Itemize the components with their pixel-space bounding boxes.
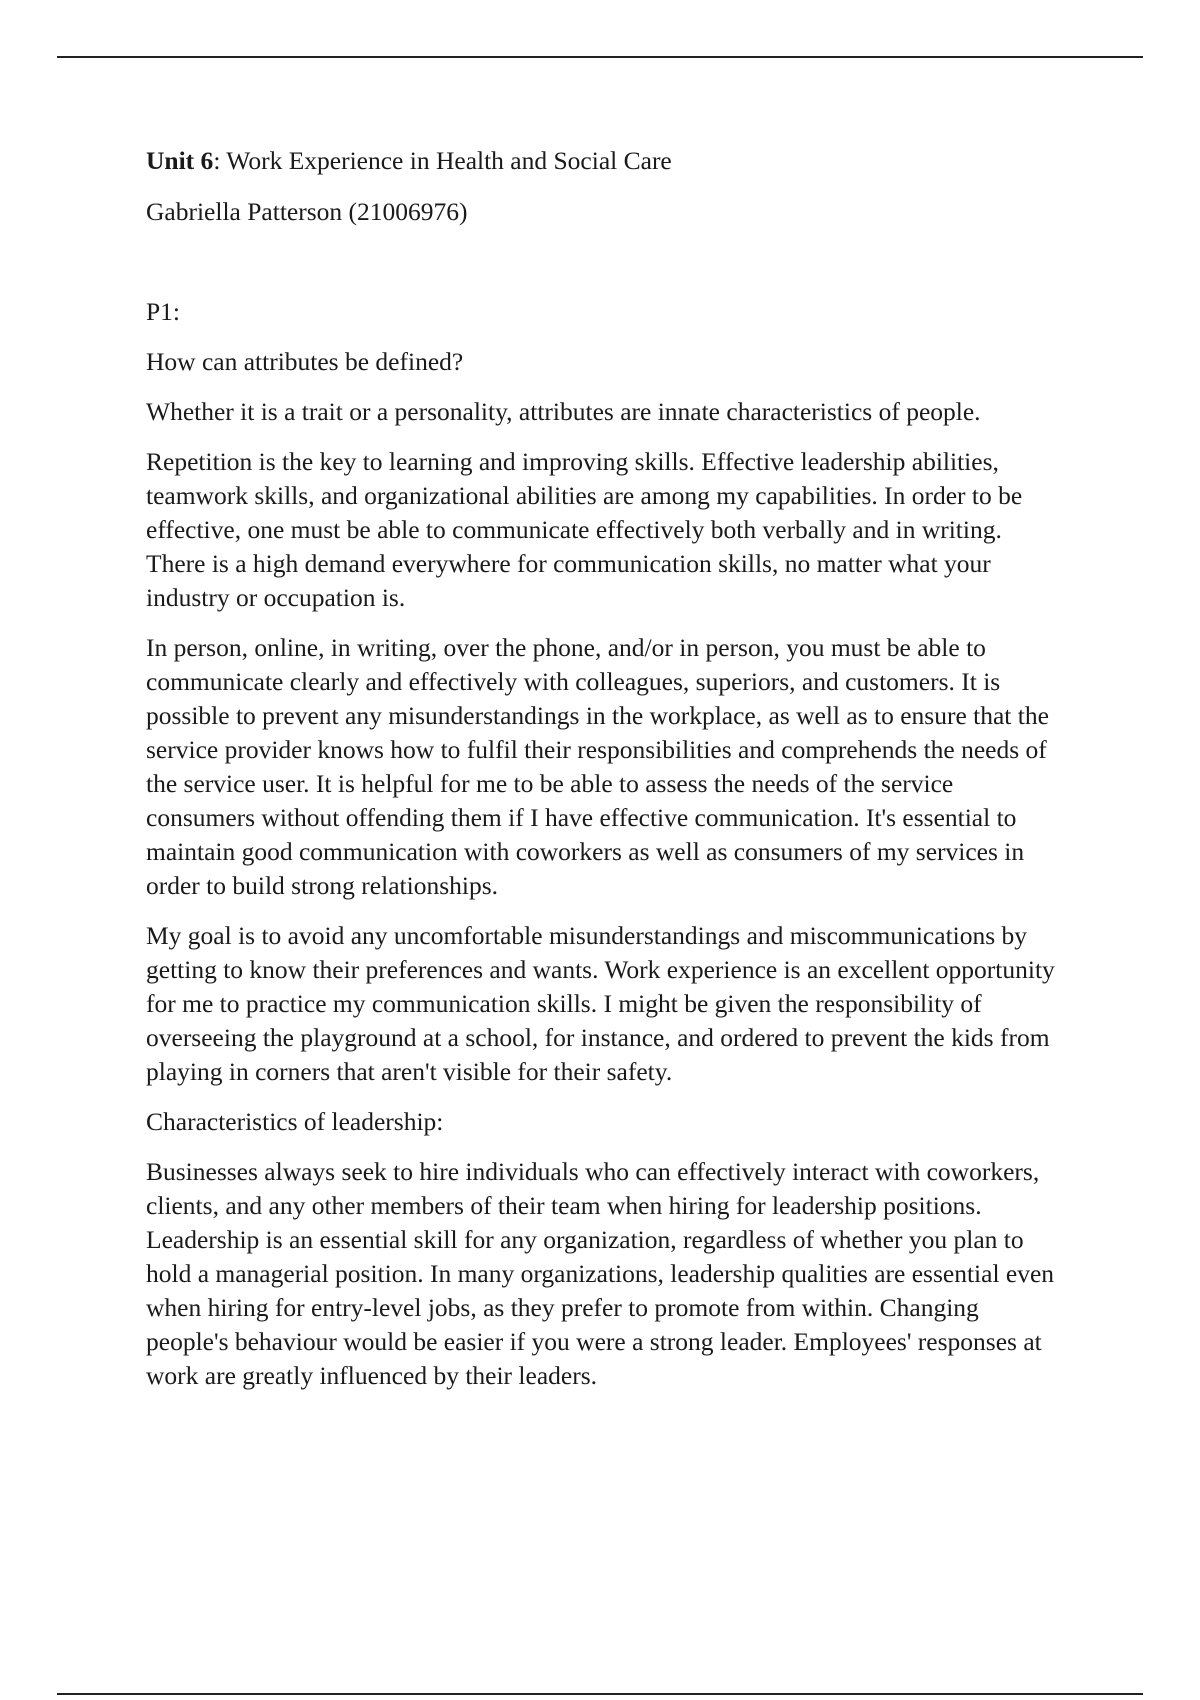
paragraph-skills: Repetition is the key to learning and improving skills. Effective leadership abilities, teamwork skills, and organizational abilities are among my capabilities. In order to be effective, one must be able to communicate effectively both verbally and in writing. There is a high demand everywhere for communication skills, no matter what your industry or occupation is. — [146, 447, 1023, 612]
paragraph-work-experience: My goal is to avoid any uncomfortable misunderstandings and miscommunications by getting to know their preferences and wants. Work experience is an excellent opportunity for me to practice my communication skills. I might be given the responsibility of overseeing the playground at a school, for instance, and ordered to prevent the kids from playing in corners that aren't visible for their safety. — [146, 921, 1055, 1086]
paragraph-attributes-definition: Whether it is a trait or a personality, attributes are innate characteristics of people. — [146, 397, 981, 426]
title-unit-number: Unit 6 — [146, 146, 214, 175]
question-heading: How can attributes be defined? — [146, 347, 464, 376]
document-title — [146, 144, 1066, 178]
footer-rule — [57, 1693, 1143, 1695]
section-label: P1: — [146, 297, 181, 326]
paragraph-communication: In person, online, in writing, over the phone, and/or in person, you must be able to communicate clearly and effectively with colleagues, superiors, and customers. It is possible to prevent any misunderstandings in the workplace, as well as to ensure that the service provider knows how to fulfil their responsibilities and comprehends the needs of the service user. It is helpful for me to be able to assess the needs of the service consumers without offending them if I have effective communication. It's essential to maintain good communication with coworkers as well as consumers of my services in order to build strong relationships. — [146, 633, 1049, 900]
paragraph-leadership: Businesses always seek to hire individuals who can effectively interact with coworkers, clients, and any other members of their team when hiring for leadership positions. Leadership is an essential skill for any organization, regardless of whether you plan to hold a managerial position. In many organizations, leadership qualities are essential even when hiring for entry-level jobs, as they prefer to promote from within. Changing people's behaviour would be easier if you were a strong leader. Employees' responses at work are greatly influenced by their leaders. — [146, 1157, 1055, 1390]
header-rule — [57, 56, 1143, 58]
leadership-heading: Characteristics of leadership: — [146, 1107, 444, 1136]
document-body — [146, 144, 1066, 1409]
title-text: : Work Experience in Health and Social Care — [213, 146, 672, 175]
author-line: Gabriella Patterson (21006976) — [146, 197, 468, 226]
